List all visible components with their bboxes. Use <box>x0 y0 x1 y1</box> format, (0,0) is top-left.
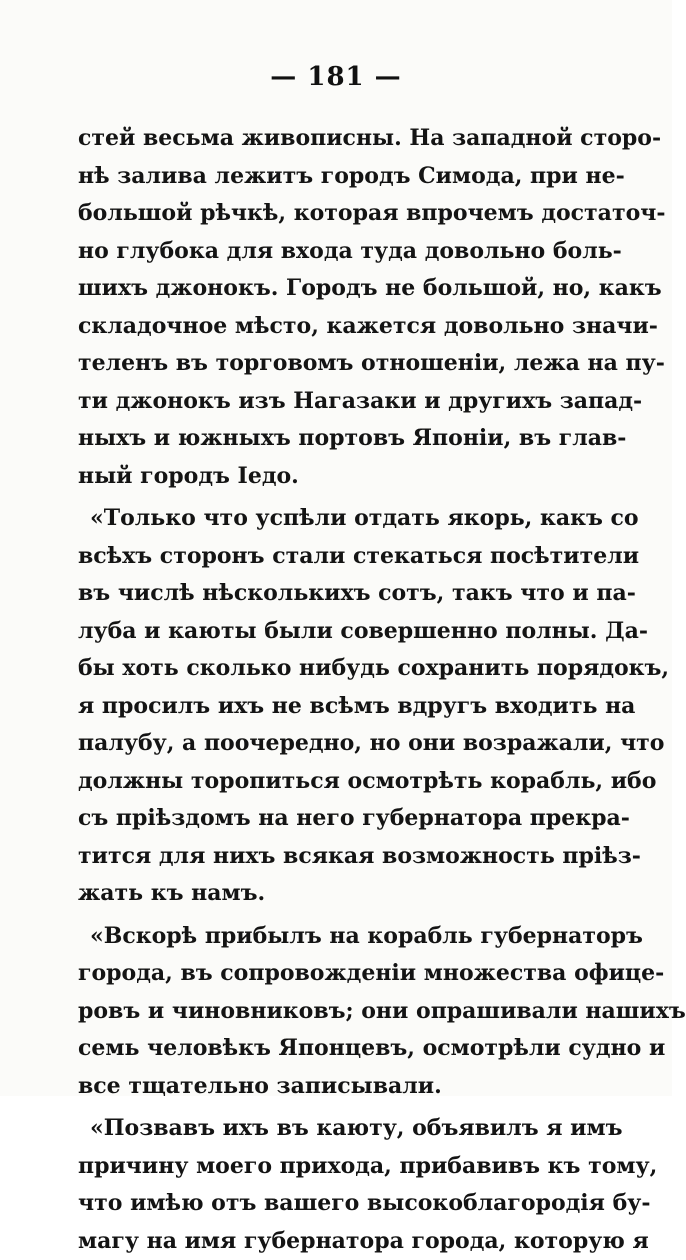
paragraph-4 <box>78 1110 600 1260</box>
text-line: всѣхъ сторонъ стали стекаться посѣтители <box>78 538 600 576</box>
text-line: ныхъ и южныхъ портовъ Японіи, въ глав- <box>78 420 600 458</box>
text-line: теленъ въ торговомъ отношеніи, лежа на пу- <box>78 345 600 383</box>
paragraph-1 <box>78 120 600 495</box>
text-line: «Позвавъ ихъ въ каюту, объявилъ я имъ <box>78 1110 600 1148</box>
text-line: магу на имя губернатора города, которую я <box>78 1223 600 1260</box>
text-line: но глубока для входа туда довольно боль- <box>78 233 600 271</box>
paragraph-3 <box>78 918 600 1106</box>
text-line: города, въ сопровожденіи множества офице- <box>78 955 600 993</box>
text-line: причину моего прихода, прибавивъ къ тому, <box>78 1148 600 1186</box>
text-line: ти джонокъ изъ Нагазаки и другихъ запад- <box>78 383 600 421</box>
paragraph-2 <box>78 500 600 913</box>
text-line: ный городъ Іедо. <box>78 458 600 496</box>
text-line: жать къ намъ. <box>78 875 600 913</box>
body-text <box>78 120 600 1260</box>
text-line: складочное мѣсто, кажется довольно значи- <box>78 308 600 346</box>
text-line: все тщательно записывали. <box>78 1068 600 1106</box>
text-line: я просилъ ихъ не всѣмъ вдругъ входить на <box>78 688 600 726</box>
text-line: тится для нихъ всякая возможность пріѣз- <box>78 838 600 876</box>
text-line: ровъ и чиновниковъ; они опрашивали нашихъ <box>78 993 600 1031</box>
text-line: стей весьма живописны. На западной сторо- <box>78 120 600 158</box>
text-line: луба и каюты были совершенно полны. Да- <box>78 613 600 651</box>
text-line: съ пріѣздомъ на него губернатора прекра- <box>78 800 600 838</box>
page-number: — 181 — <box>0 62 672 92</box>
text-line: что имѣю отъ вашего высокоблагородія бу- <box>78 1185 600 1223</box>
text-line: шихъ джонокъ. Городъ не большой, но, какъ <box>78 270 600 308</box>
text-line: должны торопиться осмотрѣть корабль, ибо <box>78 763 600 801</box>
text-line: «Только что успѣли отдать якорь, какъ со <box>78 500 600 538</box>
text-line: въ числѣ нѣсколькихъ сотъ, такъ что и па- <box>78 575 600 613</box>
text-line: нѣ залива лежитъ городъ Симода, при не- <box>78 158 600 196</box>
text-line: палубу, а поочередно, но они возражали, что <box>78 725 600 763</box>
text-line: «Вскорѣ прибылъ на корабль губернаторъ <box>78 918 600 956</box>
text-line: большой рѣчкѣ, которая впрочемъ достаточ- <box>78 195 600 233</box>
text-line: семь человѣкъ Японцевъ, осмотрѣли судно и <box>78 1030 600 1068</box>
text-line: бы хоть сколько нибудь сохранить порядокъ, <box>78 650 600 688</box>
